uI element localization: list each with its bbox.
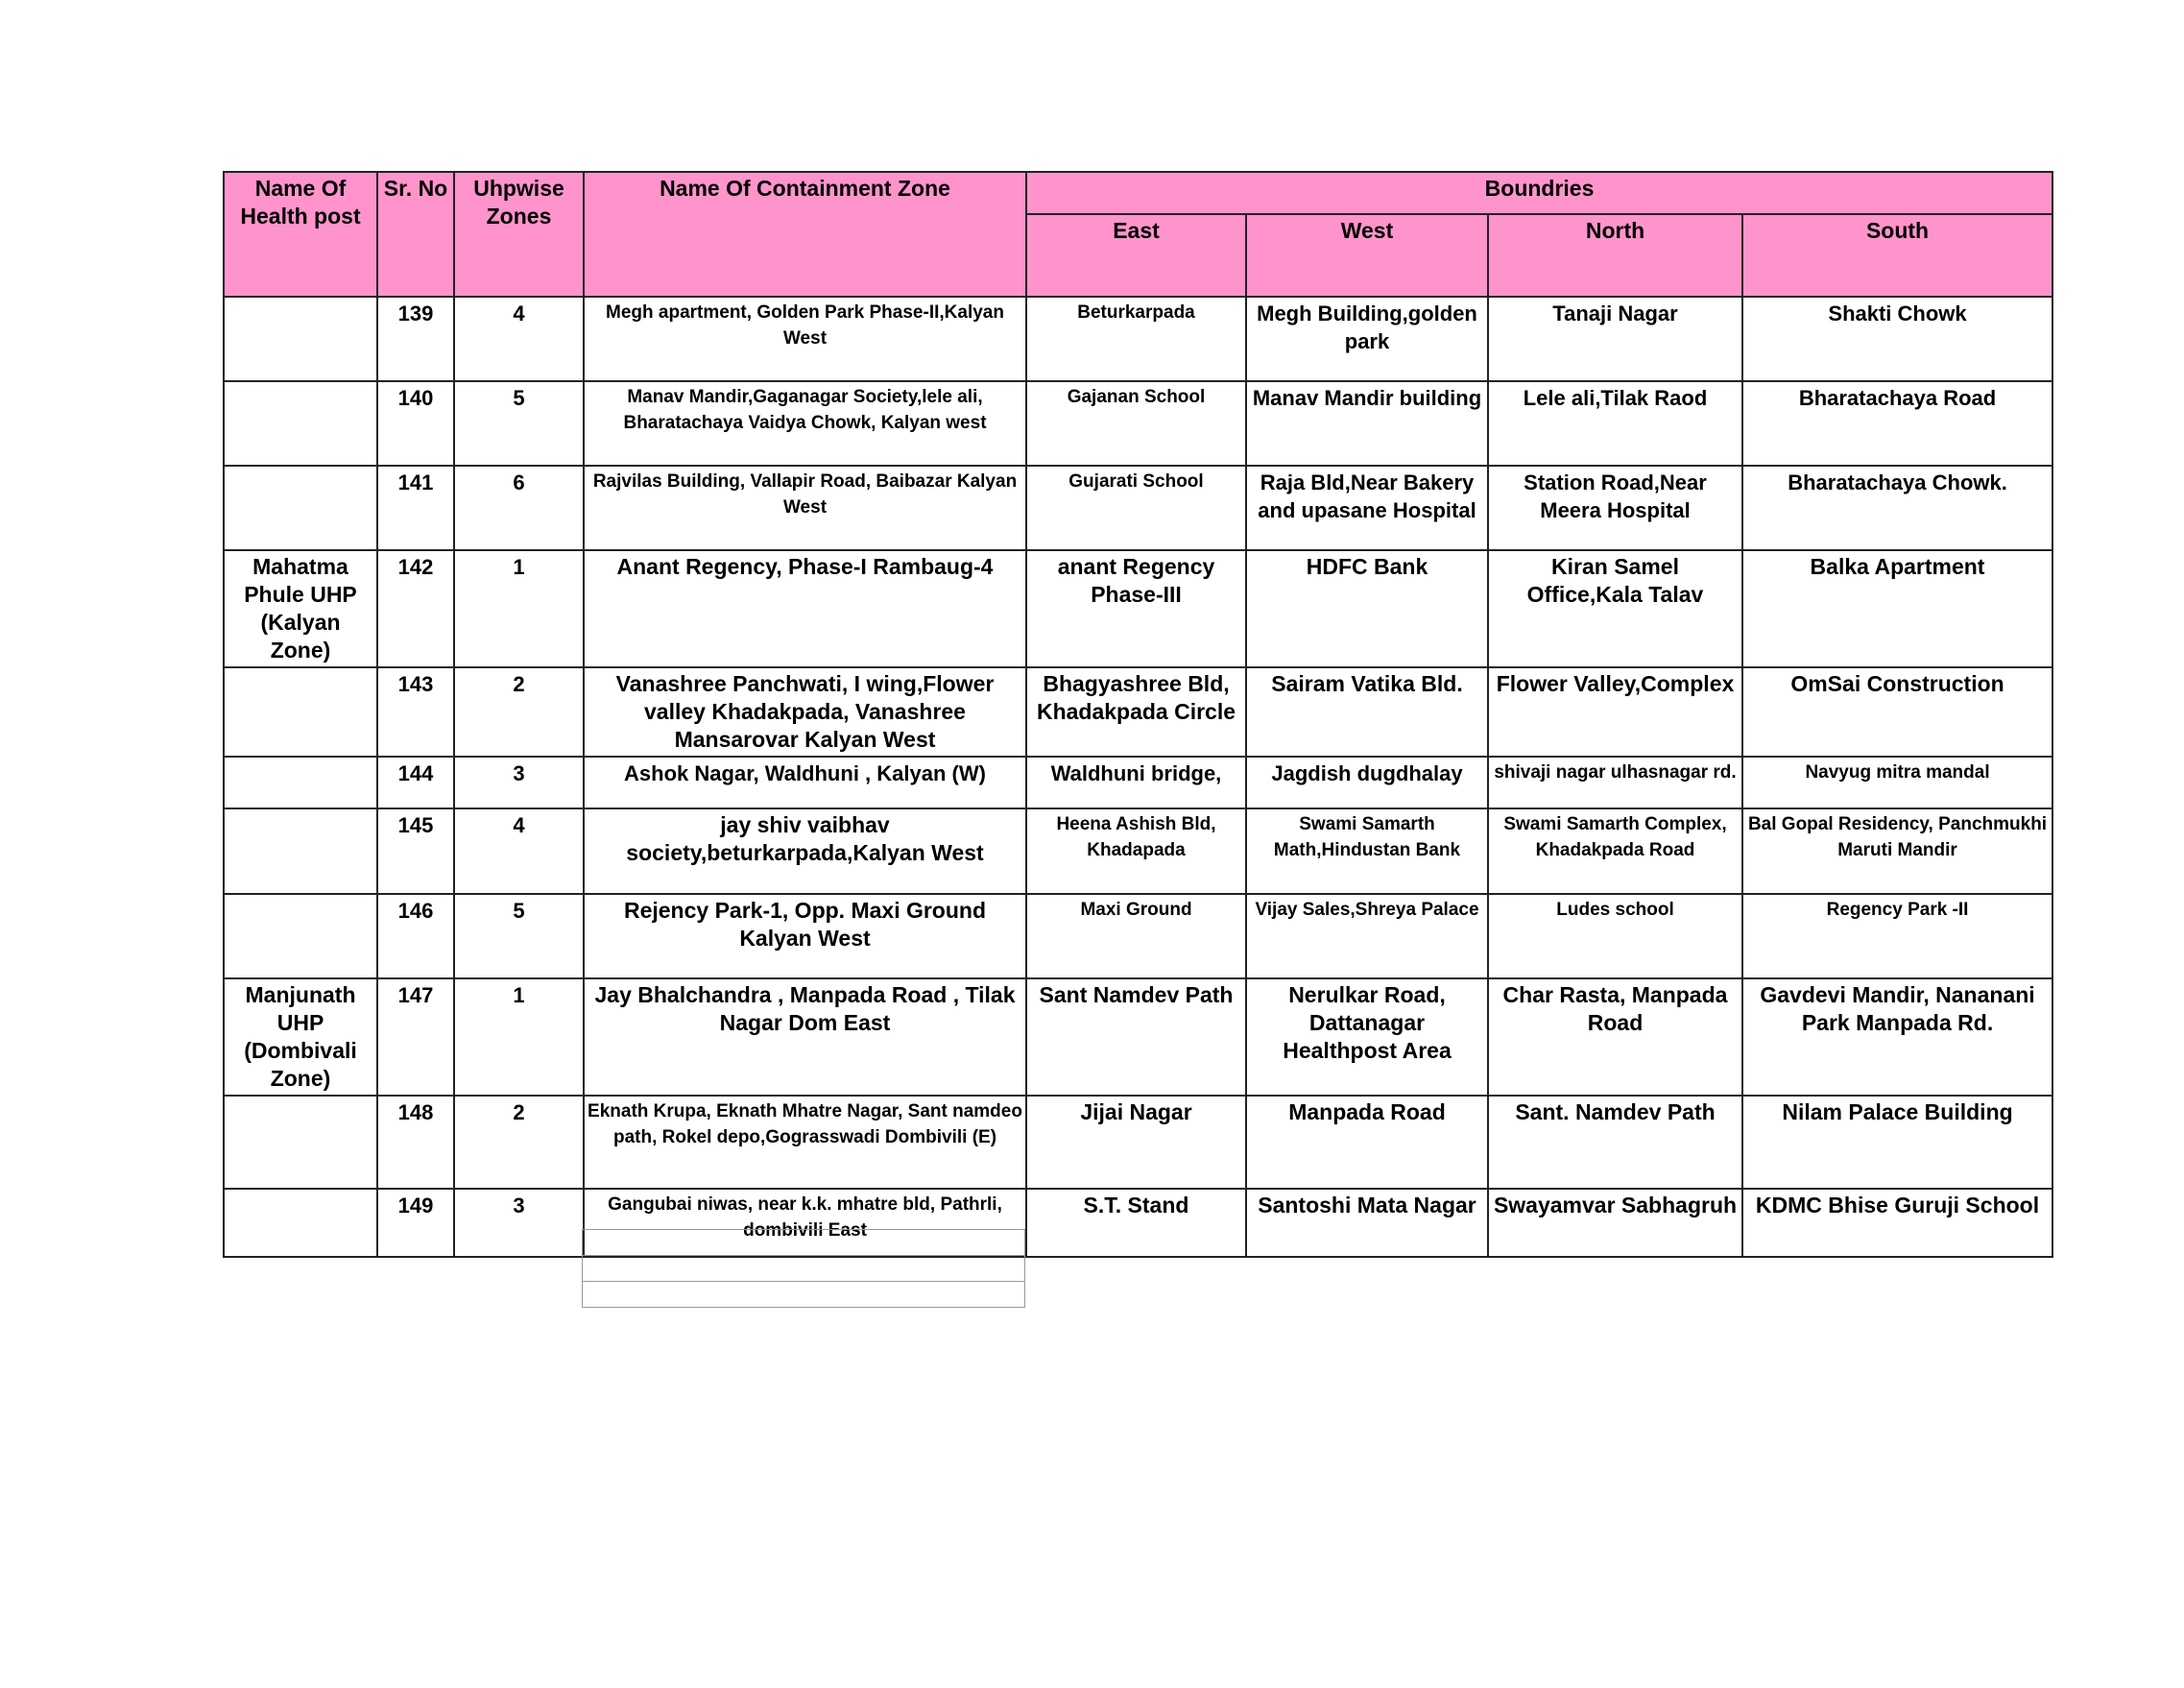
containment-name-cell: Anant Regency, Phase-I Rambaug-4 (584, 550, 1026, 667)
empty-cell (582, 1281, 1025, 1308)
sr-no-cell: 146 (377, 894, 454, 978)
south-cell: Gavdevi Mandir, Nananani Park Manpada Rd. (1742, 978, 2052, 1096)
containment-name-cell: Jay Bhalchandra , Manpada Road , Tilak Nagar Dom East (584, 978, 1026, 1096)
table-row (224, 667, 2052, 757)
west-cell: Manpada Road (1246, 1096, 1488, 1189)
sr-no-cell: 143 (377, 667, 454, 757)
sr-no-cell: 142 (377, 550, 454, 667)
zone-cell: 1 (454, 550, 584, 667)
table-row (224, 381, 2052, 466)
table-row (224, 894, 2052, 978)
east-cell: Beturkarpada (1026, 297, 1246, 381)
health-post-cell (224, 667, 377, 757)
containment-zone-header: Name Of Containment Zone (584, 172, 1026, 297)
containment-zone-table (223, 171, 2053, 1258)
empty-cell-lines (582, 1229, 1025, 1308)
uhp-zones-header: Uhpwise Zones (454, 172, 584, 297)
health-post-cell (224, 1096, 377, 1189)
zone-cell: 6 (454, 466, 584, 550)
containment-name-cell: Megh apartment, Golden Park Phase-II,Kalyan West (584, 297, 1026, 381)
south-cell: Navyug mitra mandal (1742, 757, 2052, 808)
sr-no-cell: 148 (377, 1096, 454, 1189)
sr-no-cell: 140 (377, 381, 454, 466)
south-cell: OmSai Construction (1742, 667, 2052, 757)
east-cell: S.T. Stand (1026, 1189, 1246, 1257)
west-cell: Raja Bld,Near Bakery and upasane Hospital (1246, 466, 1488, 550)
zone-cell: 4 (454, 808, 584, 894)
table-row (224, 1189, 2052, 1257)
north-cell: Swayamvar Sabhagruh (1488, 1189, 1742, 1257)
health-post-cell (224, 297, 377, 381)
west-cell: Megh Building,golden park (1246, 297, 1488, 381)
east-cell: anant Regency Phase-III (1026, 550, 1246, 667)
zone-cell: 3 (454, 757, 584, 808)
sr-no-cell: 144 (377, 757, 454, 808)
east-cell: Sant Namdev Path (1026, 978, 1246, 1096)
containment-name-cell: Eknath Krupa, Eknath Mhatre Nagar, Sant namdeo path, Rokel depo,Gograsswadi Dombivili (E) (584, 1096, 1026, 1189)
south-cell: Bharatachaya Road (1742, 381, 2052, 466)
south-cell: Nilam Palace Building (1742, 1096, 2052, 1189)
containment-name-cell: Vanashree Panchwati, I wing,Flower valley Khadakpada, Vanashree Mansarovar Kalyan West (584, 667, 1026, 757)
empty-cell (582, 1255, 1025, 1281)
zone-cell: 1 (454, 978, 584, 1096)
health-post-cell (224, 808, 377, 894)
health-post-cell (224, 466, 377, 550)
health-post-cell: Mahatma Phule UHP (Kalyan Zone) (224, 550, 377, 667)
containment-name-cell: Rajvilas Building, Vallapir Road, Baibazar Kalyan West (584, 466, 1026, 550)
north-header: North (1488, 214, 1742, 297)
west-cell: Manav Mandir building (1246, 381, 1488, 466)
empty-cell (582, 1229, 1025, 1255)
west-cell: Santoshi Mata Nagar (1246, 1189, 1488, 1257)
health-post-header: Name Of Health post (224, 172, 377, 297)
north-cell: Char Rasta, Manpada Road (1488, 978, 1742, 1096)
south-cell: Bal Gopal Residency, Panchmukhi Maruti Mandir (1742, 808, 2052, 894)
north-cell: Kiran Samel Office,Kala Talav (1488, 550, 1742, 667)
table-row (224, 297, 2052, 381)
north-cell: Flower Valley,Complex (1488, 667, 1742, 757)
east-cell: Jijai Nagar (1026, 1096, 1246, 1189)
table-row (224, 757, 2052, 808)
health-post-cell (224, 757, 377, 808)
sr-no-cell: 139 (377, 297, 454, 381)
containment-name-cell: Manav Mandir,Gaganagar Society,lele ali, Bharatachaya Vaidya Chowk, Kalyan west (584, 381, 1026, 466)
west-cell: Sairam Vatika Bld. (1246, 667, 1488, 757)
containment-name-cell: jay shiv vaibhav society,beturkarpada,Kalyan West (584, 808, 1026, 894)
east-cell: Waldhuni bridge, (1026, 757, 1246, 808)
east-cell: Bhagyashree Bld, Khadakpada Circle (1026, 667, 1246, 757)
east-cell: Heena Ashish Bld, Khadapada (1026, 808, 1246, 894)
north-cell: Swami Samarth Complex, Khadakpada Road (1488, 808, 1742, 894)
zone-cell: 4 (454, 297, 584, 381)
north-cell: Ludes school (1488, 894, 1742, 978)
sr-no-cell: 149 (377, 1189, 454, 1257)
containment-name-cell: Gangubai niwas, near k.k. mhatre bld, Pathrli, dombivili East (584, 1189, 1026, 1257)
south-cell: Balka Apartment (1742, 550, 2052, 667)
health-post-cell (224, 1189, 377, 1257)
zone-cell: 2 (454, 667, 584, 757)
south-cell: Bharatachaya Chowk. (1742, 466, 2052, 550)
south-cell: Shakti Chowk (1742, 297, 2052, 381)
zone-cell: 5 (454, 894, 584, 978)
table-row (224, 978, 2052, 1096)
north-cell: Lele ali,Tilak Raod (1488, 381, 1742, 466)
zone-cell: 3 (454, 1189, 584, 1257)
boundries-header: Boundries (1026, 172, 2052, 214)
north-cell: Sant. Namdev Path (1488, 1096, 1742, 1189)
health-post-cell (224, 381, 377, 466)
table-row (224, 1096, 2052, 1189)
health-post-cell (224, 894, 377, 978)
zone-cell: 2 (454, 1096, 584, 1189)
north-cell: Tanaji Nagar (1488, 297, 1742, 381)
containment-name-cell: Ashok Nagar, Waldhuni , Kalyan (W) (584, 757, 1026, 808)
table-row (224, 466, 2052, 550)
sr-no-cell: 141 (377, 466, 454, 550)
east-cell: Gajanan School (1026, 381, 1246, 466)
east-cell: Gujarati School (1026, 466, 1246, 550)
west-cell: Swami Samarth Math,Hindustan Bank (1246, 808, 1488, 894)
west-cell: Nerulkar Road, Dattanagar Healthpost Area (1246, 978, 1488, 1096)
west-cell: Jagdish dugdhalay (1246, 757, 1488, 808)
south-cell: KDMC Bhise Guruji School (1742, 1189, 2052, 1257)
east-header: East (1026, 214, 1246, 297)
west-cell: Vijay Sales,Shreya Palace (1246, 894, 1488, 978)
health-post-cell: Manjunath UHP (Dombivali Zone) (224, 978, 377, 1096)
sr-no-cell: 145 (377, 808, 454, 894)
south-cell: Regency Park -II (1742, 894, 2052, 978)
zone-cell: 5 (454, 381, 584, 466)
table-row (224, 808, 2052, 894)
south-header: South (1742, 214, 2052, 297)
east-cell: Maxi Ground (1026, 894, 1246, 978)
sr-no-cell: 147 (377, 978, 454, 1096)
table-row (224, 550, 2052, 667)
north-cell: shivaji nagar ulhasnagar rd. (1488, 757, 1742, 808)
containment-name-cell: Rejency Park-1, Opp. Maxi Ground Kalyan West (584, 894, 1026, 978)
sr-no-header: Sr. No (377, 172, 454, 297)
north-cell: Station Road,Near Meera Hospital (1488, 466, 1742, 550)
west-header: West (1246, 214, 1488, 297)
west-cell: HDFC Bank (1246, 550, 1488, 667)
